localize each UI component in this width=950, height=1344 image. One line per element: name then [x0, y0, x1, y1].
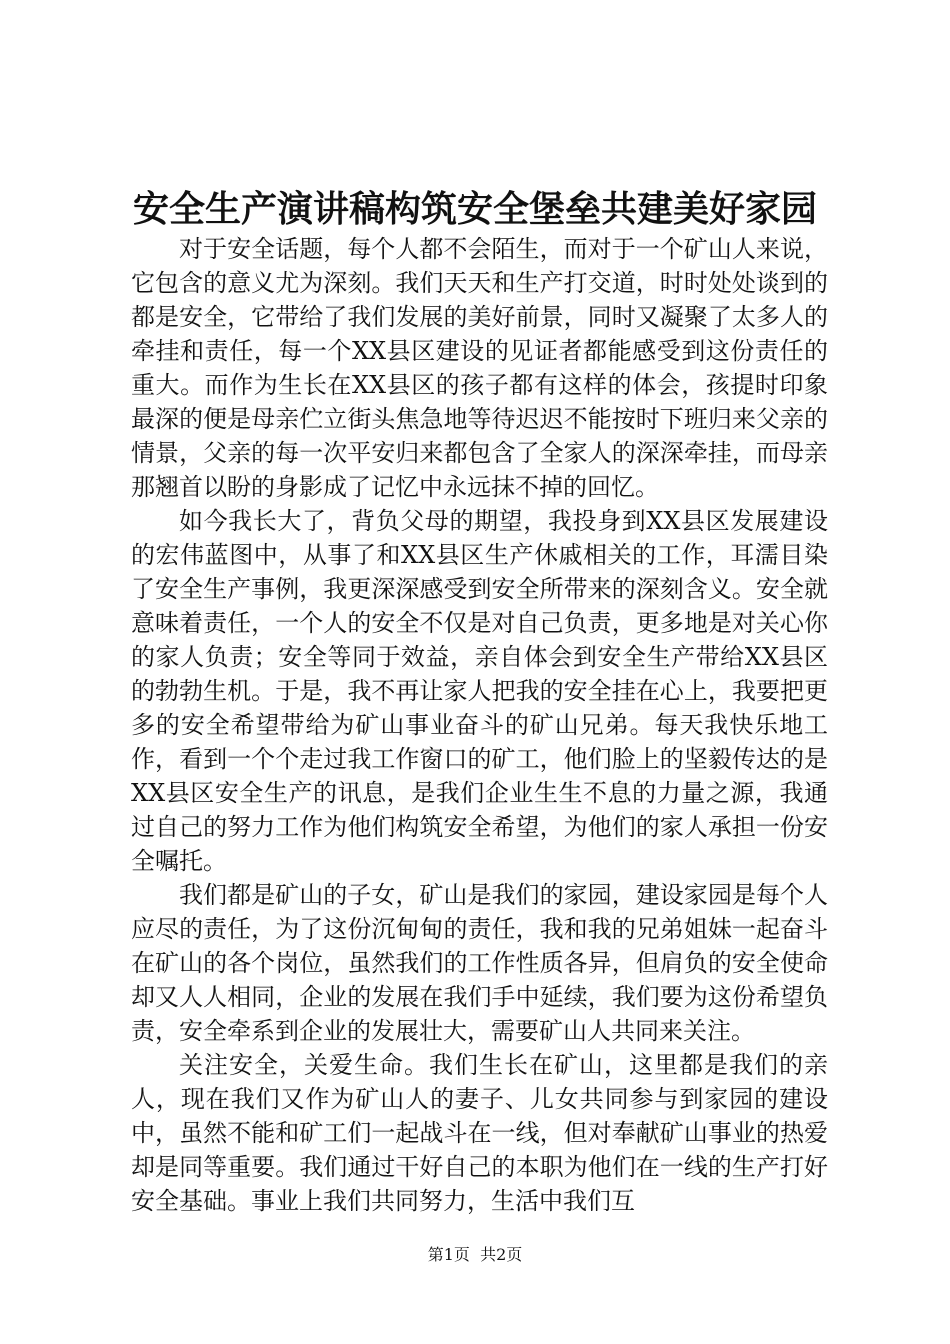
- page-footer: [0, 1245, 950, 1265]
- paragraph-4: 关注安全，关爱生命。我们生长在矿山，这里都是我们的亲人，现在我们又作为矿山人的妻子、儿女共同参与到家园的建设中，虽然不能和矿工们一起战斗在一线，但对奉献矿山事业的热爱却是同等重要。我们通过干好自己的本职为他们在一线的生产打好安全基础。事业上我们共同努力，生活中我们互: [131, 1051, 828, 1215]
- document-body: [131, 232, 828, 1218]
- footer-separator: [470, 1245, 480, 1264]
- document-title: 安全生产演讲稿构筑安全堡垒共建美好家园: [132, 189, 817, 230]
- paragraph-1: 对于安全话题，每个人都不会陌生，而对于一个矿山人来说，它包含的意义尤为深刻。我们天天和生产打交道，时时处处谈到的都是安全，它带给了我们发展的美好前景，同时又凝聚了太多人的牵挂和责任，每一个XX县区建设的见证者都能感受到这份责任的重大。而作为生长在XX县区的孩子都有这样的体会，孩提时印象最深的便是母亲伫立街头焦急地等待迟迟不能按时下班归来父亲的情景，父亲的每一次平安归来都包含了全家人的深深牵挂，而母亲那翘首以盼的身影成了记忆中永远抹不掉的回忆。: [131, 235, 828, 501]
- page-total: 共2页: [480, 1245, 523, 1264]
- paragraph-3: 我们都是矿山的子女，矿山是我们的家园，建设家园是每个人应尽的责任，为了这份沉甸甸的责任，我和我的兄弟姐妹一起奋斗在矿山的各个岗位，虽然我们的工作性质各异，但肩负的安全使命却又人人相同，企业的发展在我们手中延续，我们要为这份希望负责，安全牵系到企业的发展壮大，需要矿山人共同来关注。: [131, 881, 828, 1045]
- paragraph-2: 如今我长大了，背负父母的期望，我投身到XX县区发展建设的宏伟蓝图中，从事了和XX县区生产休戚相关的工作，耳濡目染了安全生产事例，我更深深感受到安全所带来的深刻含义。安全就意味着责任，一个人的安全不仅是对自己负责，更多地是对关心你的家人负责；安全等同于效益，亲自体会到安全生产带给XX县区的勃勃生机。于是，我不再让家人把我的安全挂在心上，我要把更多的安全希望带给为矿山事业奋斗的矿山兄弟。每天我快乐地工作，看到一个个走过我工作窗口的矿工，他们脸上的坚毅传达的是XX县区安全生产的讯息，是我们企业生生不息的力量之源，我通过自己的努力工作为他们构筑安全希望，为他们的家人承担一份安全嘱托。: [131, 507, 828, 875]
- page-number: 第1页: [427, 1245, 470, 1264]
